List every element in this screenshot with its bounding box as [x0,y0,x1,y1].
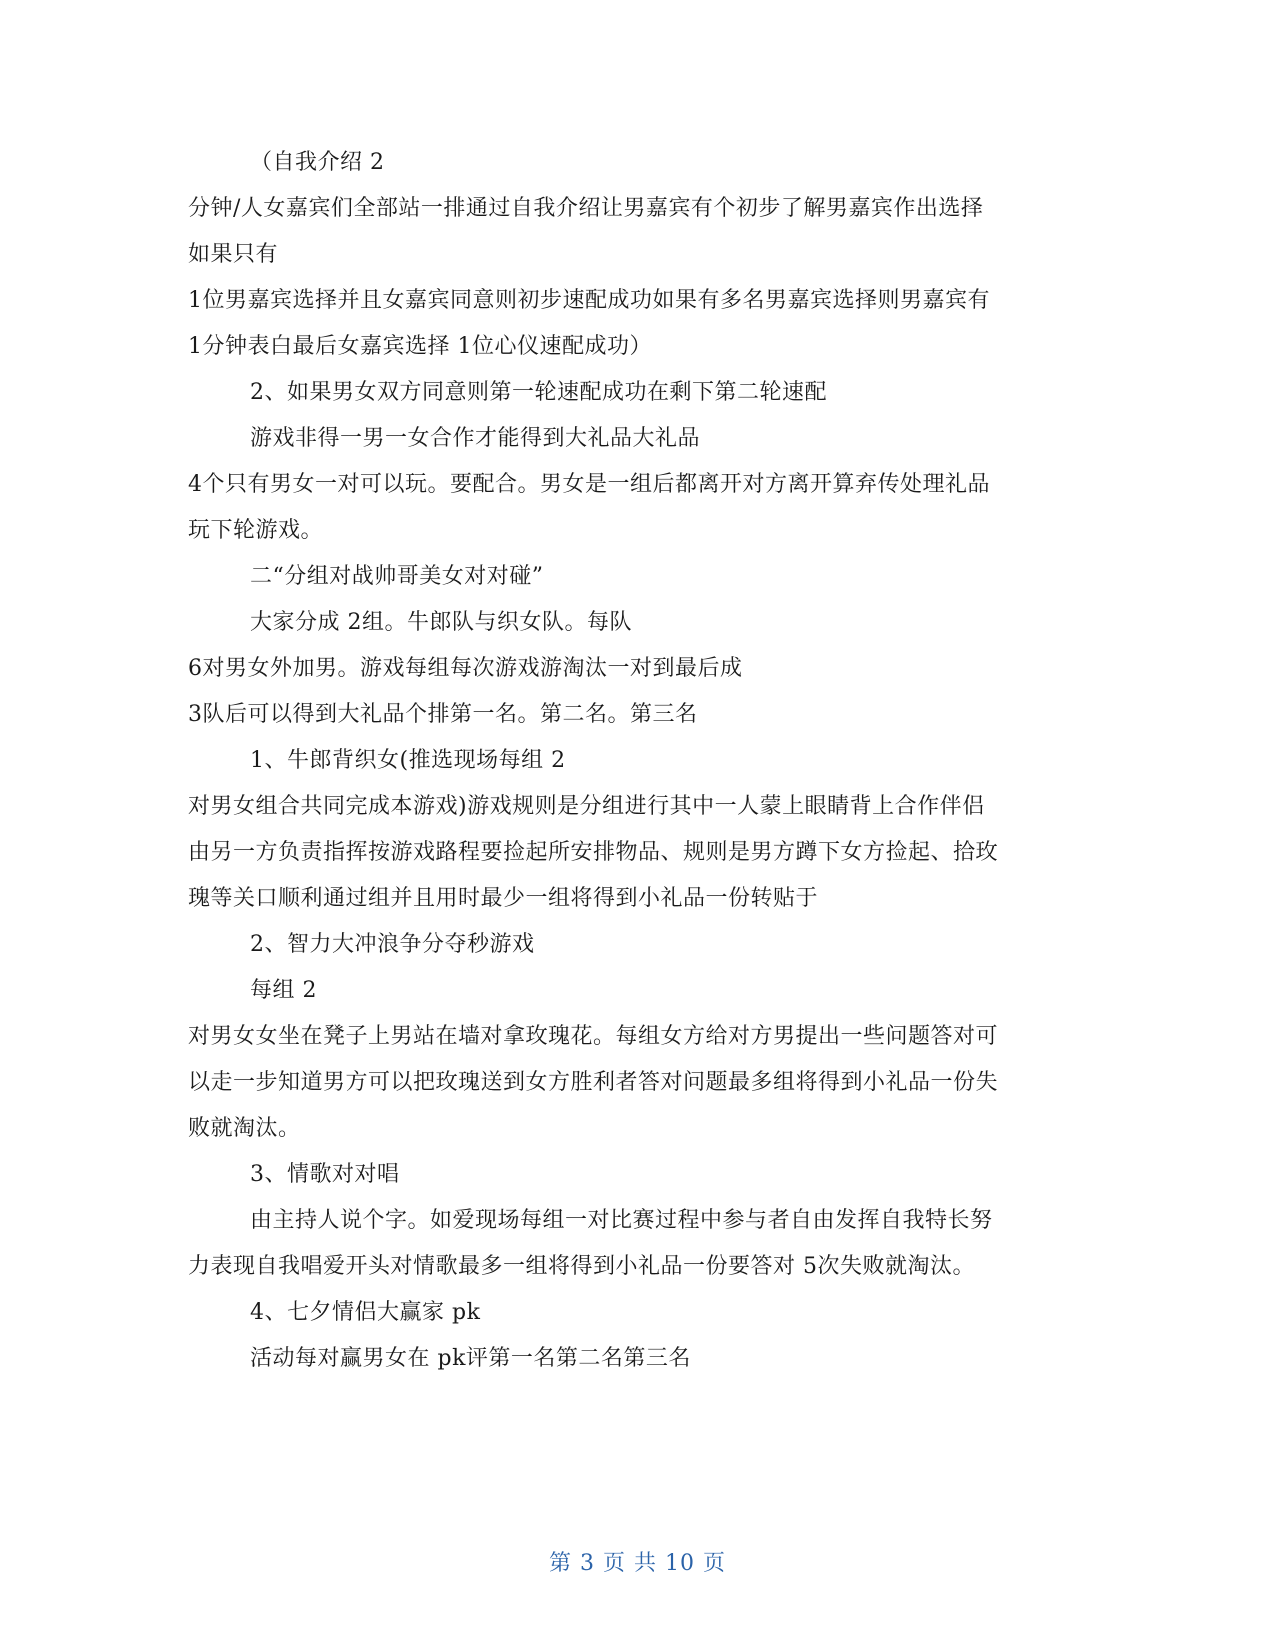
text-line: 由另一方负责指挥按游戏路程要捡起所安排物品、规则是男方蹲下女方捡起、拾玫 [188,840,999,865]
text-line: （自我介绍 2 [250,150,385,175]
text-line: 力表现自我唱爱开头对情歌最多一组将得到小礼品一份要答对 5次失败就淘汰。 [188,1254,975,1279]
text-line: 4、七夕情侣大赢家 pk [250,1300,481,1325]
text-line: 败就淘汰。 [188,1116,301,1141]
text-line: 1分钟表白最后女嘉宾选择 1位心仪速配成功） [188,334,652,359]
text-line: 2、智力大冲浪争分夺秒游戏 [250,932,535,957]
text-line: 1位男嘉宾选择并且女嘉宾同意则初步速配成功如果有多名男嘉宾选择则男嘉宾有 [188,288,990,313]
text-line: 玩下轮游戏。 [188,518,324,543]
text-line: 对男女女坐在凳子上男站在墙对拿玫瑰花。每组女方给对方男提出一些问题答对可 [188,1024,999,1049]
text-line: 瑰等关口顺利通过组并且用时最少一组将得到小礼品一份转贴于 [188,886,819,911]
text-line: 对男女组合共同完成本游戏)游戏规则是分组进行其中一人蒙上眼睛背上合作伴侣 [188,794,985,819]
text-line: 4个只有男女一对可以玩。要配合。男女是一组后都离开对方离开算弃传处理礼品 [188,472,990,497]
text-line: 分钟/人女嘉宾们全部站一排通过自我介绍让男嘉宾有个初步了解男嘉宾作出选择 [188,196,984,221]
text-line: 大家分成 2组。牛郎队与织女队。每队 [250,610,632,635]
page-footer: 第 3 页 共 10 页 [549,1551,726,1576]
text-line: 每组 2 [250,978,317,1003]
text-line: 3、情歌对对唱 [250,1162,400,1187]
text-line: 1、牛郎背织女(推选现场每组 2 [250,748,566,773]
text-line: 如果只有 [188,242,279,267]
text-line: 以走一步知道男方可以把玫瑰送到女方胜利者答对问题最多组将得到小礼品一份失 [188,1070,999,1095]
text-line: 6对男女外加男。游戏每组每次游戏游淘汰一对到最后成 [188,656,743,681]
text-line: 2、如果男女双方同意则第一轮速配成功在剩下第二轮速配 [250,380,827,405]
text-line: 活动每对赢男女在 pk评第一名第二名第三名 [250,1346,691,1371]
text-line: 二“分组对战帅哥美女对对碰” [250,564,544,589]
text-line: 3队后可以得到大礼品个排第一名。第二名。第三名 [188,702,698,727]
text-line: 由主持人说个字。如爱现场每组一对比赛过程中参与者自由发挥自我特长努 [250,1208,993,1233]
text-line: 游戏非得一男一女合作才能得到大礼品大礼品 [250,426,701,451]
